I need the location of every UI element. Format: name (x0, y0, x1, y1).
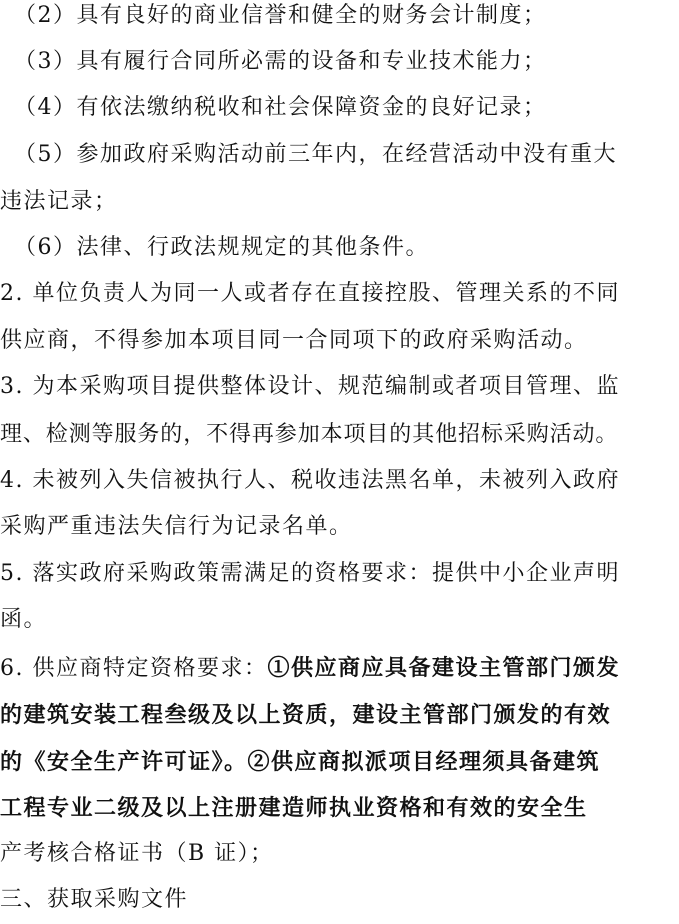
clause-5-line-2: 函。 (0, 607, 48, 632)
clause-2-line-2: 供应商，不得参加本项目同一合同项下的政府采购活动。 (0, 328, 588, 353)
requirement-line-4: （4）有依法缴纳税收和社会保障资金的良好记录； (14, 95, 547, 120)
requirement-line-5-continued: 违法记录； (0, 189, 118, 214)
clause-5-line-1: 5. 落实政府采购政策需满足的资格要求：提供中小企业声明 (0, 561, 620, 586)
clause-6-line-3: 的《安全生产许可证》。②供应商拟派项目经理须具备建筑 (0, 749, 601, 775)
section-heading: 三、获取采购文件 (0, 887, 189, 912)
clause-6-line-5: 产考核合格证书（B 证）； (0, 841, 274, 866)
requirement-line-6: （6）法律、行政法规规定的其他条件。 (14, 235, 429, 260)
requirement-line-5: （5）参加政府采购活动前三年内，在经营活动中没有重大 (14, 142, 617, 167)
requirement-line-3: （3）具有履行合同所必需的设备和专业技术能力； (14, 49, 547, 74)
clause-4-line-2: 采购严重违法失信行为记录名单。 (0, 514, 353, 539)
clause-6-line-4: 工程专业二级及以上注册建造师执业资格和有效的安全生 (0, 795, 588, 821)
requirement-line-2: （2）具有良好的商业信誉和健全的财务会计制度； (14, 3, 547, 28)
clause-6-label: 6. 供应商特定资格要求： (0, 656, 268, 681)
clause-6-bold-start: ①供应商应具备建设主管部门颁发 (267, 655, 620, 681)
clause-3-line-2: 理、检测等服务的，不得再参加本项目的其他招标采购活动。 (0, 422, 619, 447)
clause-2-line-1: 2. 单位负责人为同一人或者存在直接控股、管理关系的不同 (0, 281, 620, 306)
clause-4-line-1: 4. 未被列入失信被执行人、税收违法黑名单，未被列入政府 (0, 468, 620, 493)
clause-3-line-1: 3. 为本采购项目提供整体设计、规范编制或者项目管理、监 (0, 374, 620, 399)
clause-6-line-1 (0, 645, 679, 691)
clause-6-line-2: 的建筑安装工程叁级及以上资质，建设主管部门颁发的有效 (0, 702, 612, 728)
